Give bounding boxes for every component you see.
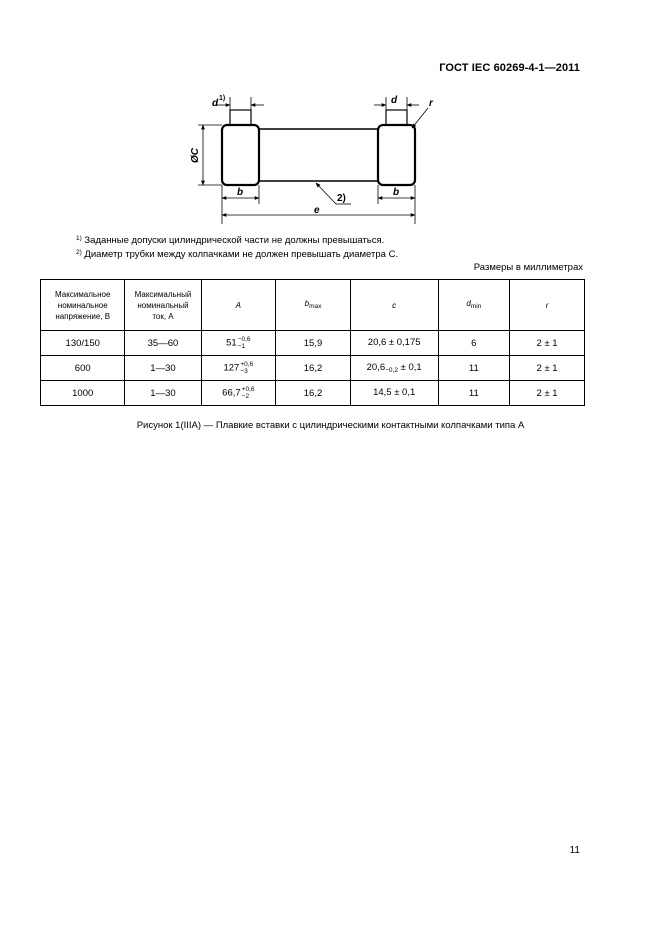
footnote-2: $^{2)}$ Диаметр трубки между колпачками не должен превышать диаметра C. <box>76 249 399 260</box>
footnote-1: $^{1)}$ Заданные допуски цилиндрической части не должны превышаться. <box>76 235 385 246</box>
dimension-lines <box>198 97 428 224</box>
footnotes <box>76 233 398 261</box>
fuse-link-drawing <box>186 92 456 228</box>
label-d1: d <box>212 98 219 109</box>
header-r: r <box>510 280 585 331</box>
header-voltage: Максимальное номинальное напряжение, В <box>41 280 125 331</box>
header-c: c <box>350 280 438 331</box>
dimensions-table <box>40 279 585 406</box>
label-note-2: 2) <box>337 193 346 204</box>
header-bmax: $b_{max}$ <box>276 280 351 331</box>
label-oc: ØC <box>190 148 201 163</box>
label-e: e <box>314 205 320 216</box>
table-row: 1000 1—30 66,7 +0,6 −2 16,2 14,5 ± 0,1 11 2 ± 1 <box>41 381 585 406</box>
fuse-body <box>222 110 415 185</box>
label-d1-sup: 1) <box>219 95 226 102</box>
table-header-row <box>41 280 585 331</box>
document-id: ГОСТ IEC 60269-4-1—2011 <box>439 62 580 74</box>
label-b-left: b <box>237 187 244 198</box>
label-b-right: b <box>393 187 400 198</box>
figure-caption: Рисунок 1(IIIA) — Плавкие вставки с цилиндрическими контактными колпачками типа А <box>136 420 525 431</box>
table-row: 130/150 35—60 51 −0,6 −1 15,9 20,6 ± 0,175 6 2 ± 1 <box>41 331 585 356</box>
page-number: 11 <box>569 845 580 856</box>
header-dmin: $d_{min}$ <box>438 280 510 331</box>
units-note: Размеры в миллиметрах <box>473 262 583 273</box>
label-d: d <box>391 95 398 106</box>
label-r: r <box>429 98 433 109</box>
table-row: 600 1—30 127 +0,6 −3 16,2 $20,6_{-0,2} \pm 0,1$ 11 2 ± 1 <box>41 356 585 381</box>
header-current: Максимальный номинальный ток, А <box>125 280 201 331</box>
header-a: A <box>201 280 276 331</box>
